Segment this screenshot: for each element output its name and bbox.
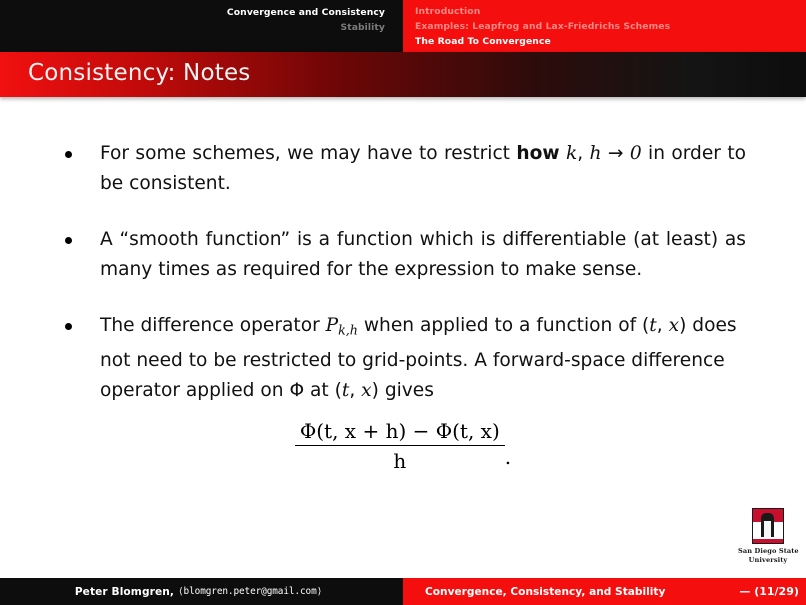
list-item	[0, 311, 806, 406]
bullet-3-var-t2: t	[341, 379, 350, 401]
bullet-1-var-h: h	[589, 143, 602, 164]
bullet-list	[0, 139, 806, 432]
bullet-1-emphasis-how: how	[516, 143, 560, 164]
sdsu-logo	[738, 508, 798, 570]
nav-item-stability[interactable]: Stability	[340, 22, 385, 33]
footer-author-name: Peter Blomgren,	[74, 585, 175, 598]
bullet-3-part4: at (	[304, 379, 342, 401]
list-item	[0, 225, 806, 285]
bullet-3-part5: ) gives	[371, 379, 434, 401]
footer-author-section	[0, 578, 403, 605]
nav-section-left	[0, 0, 403, 52]
logo-text-line-1: San Diego State	[738, 547, 799, 555]
bullet-text: A “smooth function” is a function which is differentiable (at least) as many times as required for the expression to make sense.	[100, 229, 746, 280]
footer-page-number: — (11/29)	[739, 585, 799, 598]
crest-base-band	[753, 539, 783, 543]
bullet-3-comma: ,	[656, 315, 669, 336]
bullet-3-part2: when applied to a function of (	[357, 315, 650, 336]
bullet-3-var-x: x	[668, 315, 680, 336]
bullet-1-arrow: →	[601, 143, 630, 164]
display-equation	[0, 419, 806, 473]
crest-highlight	[764, 521, 771, 537]
slide-title-bar	[0, 52, 806, 97]
footer-subject-title: Convergence, Consistency, and Stability	[425, 585, 666, 598]
equation-denominator: h	[393, 449, 407, 473]
bullet-3-phi: Φ	[289, 379, 305, 401]
equation-numerator: Φ(t, x + h) − Φ(t, x)	[295, 419, 505, 446]
bullet-3-operator-p: P	[325, 315, 339, 336]
equation-period: .	[504, 445, 512, 469]
bullet-1-comma: ,	[577, 143, 590, 164]
bullet-1-var-k: k	[565, 143, 578, 164]
nav-item-introduction[interactable]: Introduction	[415, 6, 481, 17]
bullet-3-comma2: ,	[349, 379, 362, 401]
bullet-3-var-x2: x	[361, 379, 372, 401]
navigation-header	[0, 0, 806, 52]
slide-footer	[0, 578, 806, 605]
bullet-text	[100, 311, 746, 406]
bullet-3-var-t: t	[649, 315, 657, 336]
page-title: Consistency: Notes	[28, 60, 251, 86]
sdsu-crest-icon	[752, 508, 784, 544]
bullet-1-zero: 0	[629, 143, 642, 164]
bullet-dot-icon	[65, 151, 72, 158]
list-item	[0, 139, 806, 199]
bullet-dot-icon	[65, 237, 72, 244]
equation-fraction	[295, 419, 505, 473]
bullet-3-operator-subscript: k,h	[338, 322, 358, 338]
bullet-text	[100, 139, 746, 199]
nav-item-examples-leapfrog-lax-friedrichs[interactable]: Examples: Leapfrog and Lax-Friedrichs Schemes	[415, 21, 671, 32]
nav-item-convergence-and-consistency[interactable]: Convergence and Consistency	[226, 7, 385, 18]
bullet-3-part1: The difference operator	[100, 315, 326, 336]
bullet-3-part3: ) does not need to be restricted to grid-points. A forward-space difference operator applied on	[100, 315, 737, 401]
nav-item-the-road-to-convergence[interactable]: The Road To Convergence	[415, 36, 551, 47]
nav-section-right	[403, 0, 806, 52]
logo-text-line-2: University	[748, 556, 788, 564]
bullet-1-part3: in order to be consistent.	[100, 143, 746, 194]
slide-content	[0, 97, 806, 577]
footer-author-email[interactable]: ⟨blomgren.peter@gmail.com⟩	[178, 586, 323, 597]
bullet-dot-icon	[65, 323, 72, 330]
bullet-1-part1: For some schemes, we may have to restrict	[100, 143, 517, 164]
footer-subject-section	[403, 578, 806, 605]
